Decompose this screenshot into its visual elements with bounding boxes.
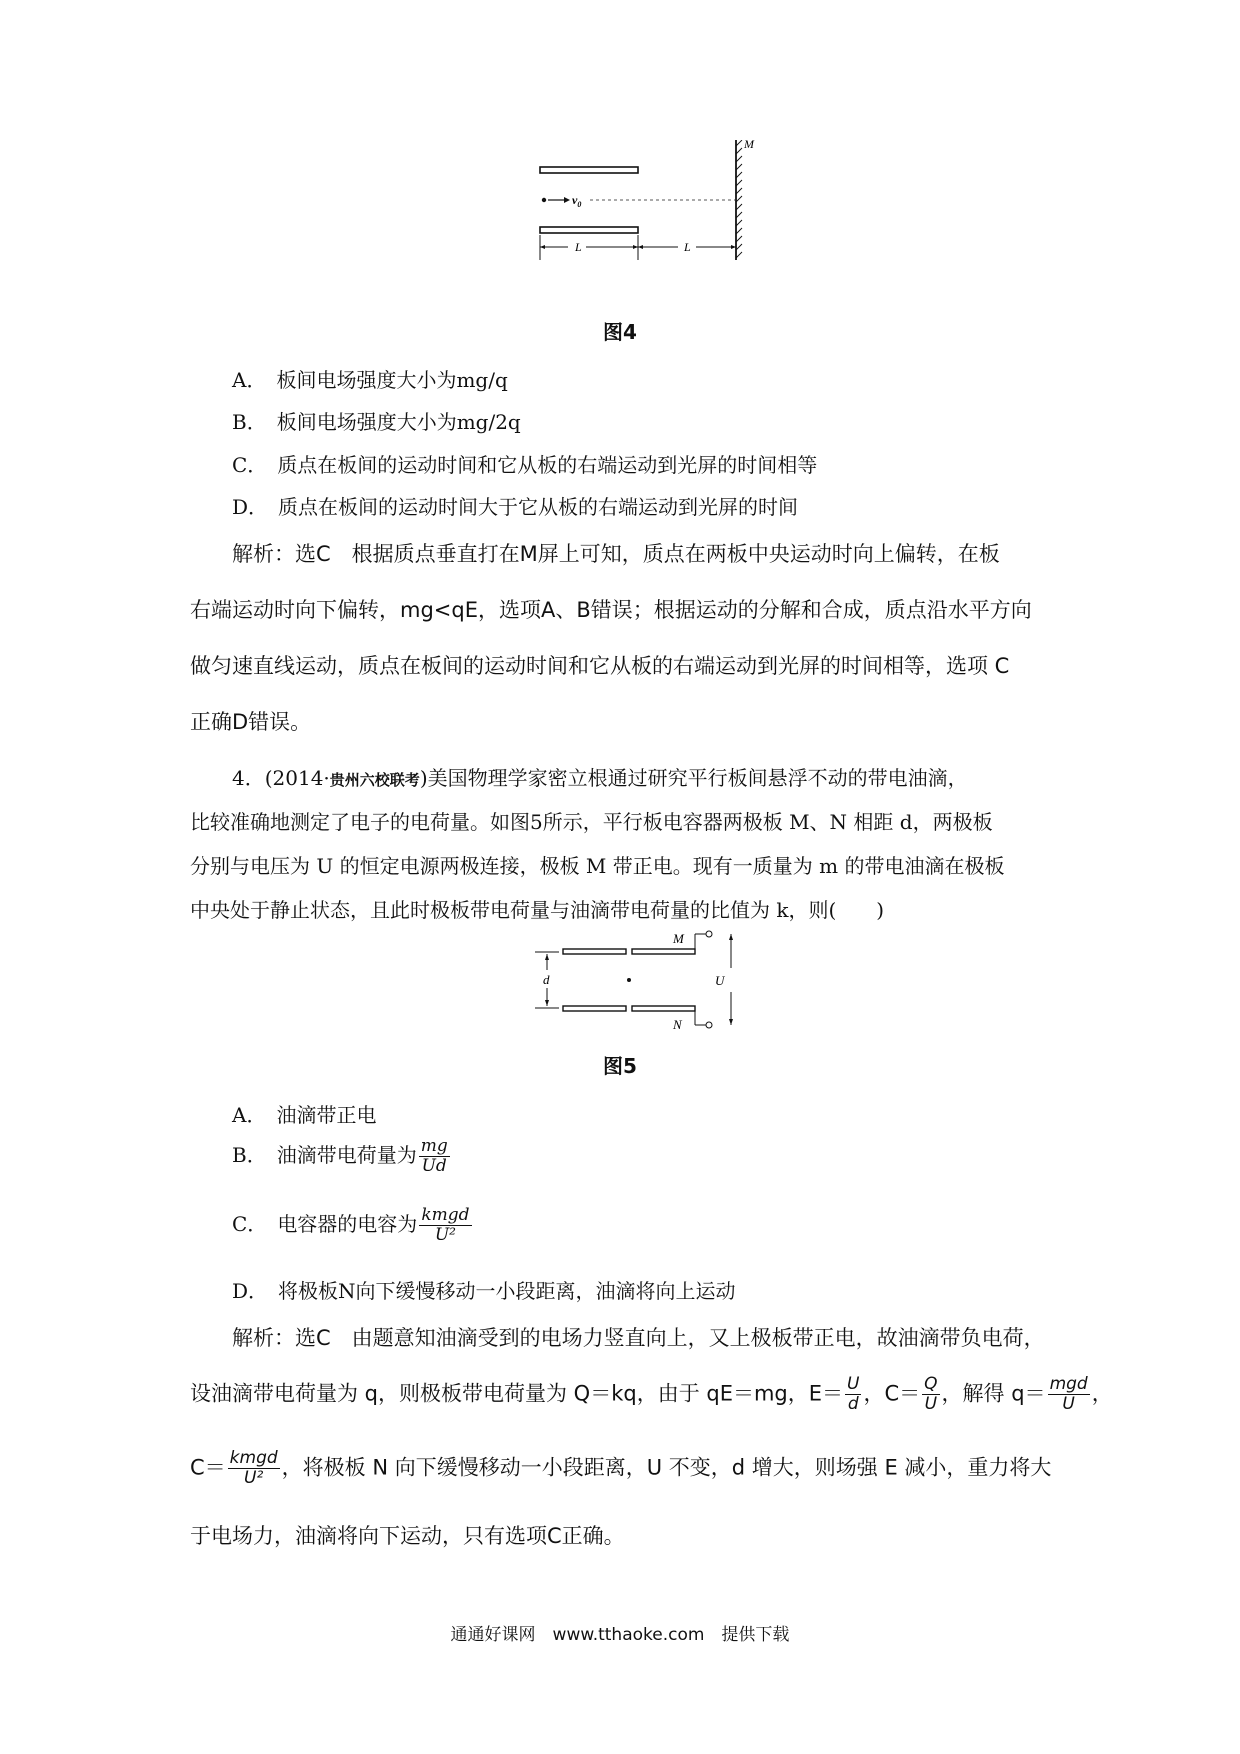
figure-4-caption: 图4 bbox=[603, 320, 637, 344]
option-b: B． 板间电场强度大小为mg/2q bbox=[232, 410, 521, 434]
option-a: A． 板间电场强度大小为mg/q bbox=[232, 368, 508, 392]
analysis-line: 设油滴带电荷量为 q，则极板带电荷量为 Q＝kq，由于 qE＝mg，E＝ $\frac{U}{d}$ ，C＝ $\frac{Q}{U}$ ，解得 q＝ $\frac{\text{mgd}}{U}$ ， bbox=[190, 1374, 1113, 1414]
fraction: $\frac{\text{mgd}}{U}$ bbox=[1049, 1374, 1088, 1414]
fraction: $\frac{mg}{Ud}$ bbox=[420, 1136, 448, 1176]
question-4-line: 分别与电压为 U 的恒定电源两极连接，极板 M 带正电。现有一质量为 m 的带电油滴在极板 bbox=[190, 854, 1005, 878]
fraction: $\frac{U}{d}$ bbox=[847, 1374, 860, 1414]
plate-n bbox=[632, 1006, 695, 1011]
option-d: D． 质点在板间的运动时间大于它从板的右端运动到光屏的时间 bbox=[232, 495, 799, 519]
analysis-line: 解析：选C 根据质点垂直打在M屏上可知，质点在两板中央运动时向上偏转，在板 bbox=[232, 542, 1000, 566]
upper-plate bbox=[540, 167, 638, 173]
analysis-line: 解析：选C 由题意知油滴受到的电场力竖直向上，又上极板带正电，故油滴带负电荷， bbox=[232, 1326, 1045, 1350]
particle bbox=[542, 198, 546, 202]
page-footer: 通通好课网 www.tthaoke.com 提供下载 bbox=[450, 1625, 790, 1645]
option-a: A． 油滴带正电 bbox=[232, 1103, 377, 1127]
figure-5-diagram bbox=[535, 928, 745, 1033]
screen-m-label: M bbox=[744, 140, 754, 151]
fraction: $\frac{\text{kmgd}}{\text{U²}}$ bbox=[421, 1205, 470, 1245]
oil-drop bbox=[627, 978, 631, 982]
source-tag: 贵州六校联考 bbox=[329, 771, 420, 789]
analysis-line: 于电场力，油滴将向下运动，只有选项C正确。 bbox=[190, 1524, 625, 1548]
v0-label: $v_0$ bbox=[572, 193, 582, 209]
analysis-line: 右端运动时向下偏转，mg<qE，选项A、B错误；根据运动的分解和合成，质点沿水平方向 bbox=[190, 598, 1032, 622]
analysis-line: C＝ $\frac{\text{kmgd}}{\text{U²}}$ ，将极板 N 向下缓慢移动一小段距离，U 不变，d 增大，则场强 E 减小，重力将大 bbox=[190, 1448, 1052, 1488]
length-l-label: L bbox=[684, 240, 691, 254]
option-b: B． 油滴带电荷量为 $\frac{mg}{Ud}$ bbox=[232, 1136, 448, 1176]
question-4-line: 比较准确地测定了电子的电荷量。如图5所示，平行板电容器两极板 M、N 相距 d，两极板 bbox=[190, 810, 993, 834]
option-d: D． 将极板N向下缓慢移动一小段距离，油滴将向上运动 bbox=[232, 1279, 736, 1303]
question-4-line: 中央处于静止状态，且此时极板带电荷量与油滴带电荷量的比值为 k，则( ) bbox=[190, 898, 885, 922]
length-l-label: L bbox=[575, 240, 582, 254]
analysis-line: 正确D错误。 bbox=[190, 710, 312, 734]
voltage-u-label: U bbox=[715, 973, 725, 988]
plate-n-label: N bbox=[673, 1017, 682, 1032]
plate-n bbox=[563, 1006, 626, 1011]
distance-d-label: d bbox=[543, 972, 550, 987]
figure-5-caption: 图5 bbox=[603, 1054, 637, 1078]
figure-4-diagram bbox=[520, 140, 760, 290]
option-c: C． 电容器的电容为 $\frac{\text{kmgd}}{\text{U²}}$ bbox=[232, 1205, 470, 1245]
analysis-line: 做匀速直线运动，质点在板间的运动时间和它从板的右端运动到光屏的时间相等，选项 C bbox=[190, 654, 1010, 678]
plate-m bbox=[563, 949, 626, 954]
plate-m bbox=[632, 949, 695, 954]
plate-m-label: M bbox=[673, 931, 684, 946]
fraction: $\frac{\text{kmgd}}{\text{U²}}$ bbox=[229, 1448, 278, 1488]
lower-plate bbox=[540, 227, 638, 233]
question-4-line: 4．(2014·贵州六校联考)美国物理学家密立根通过研究平行板间悬浮不动的带电油滴， bbox=[232, 766, 968, 790]
option-c: C． 质点在板间的运动时间和它从板的右端运动到光屏的时间相等 bbox=[232, 453, 818, 477]
fraction: $\frac{Q}{U}$ bbox=[924, 1374, 938, 1414]
